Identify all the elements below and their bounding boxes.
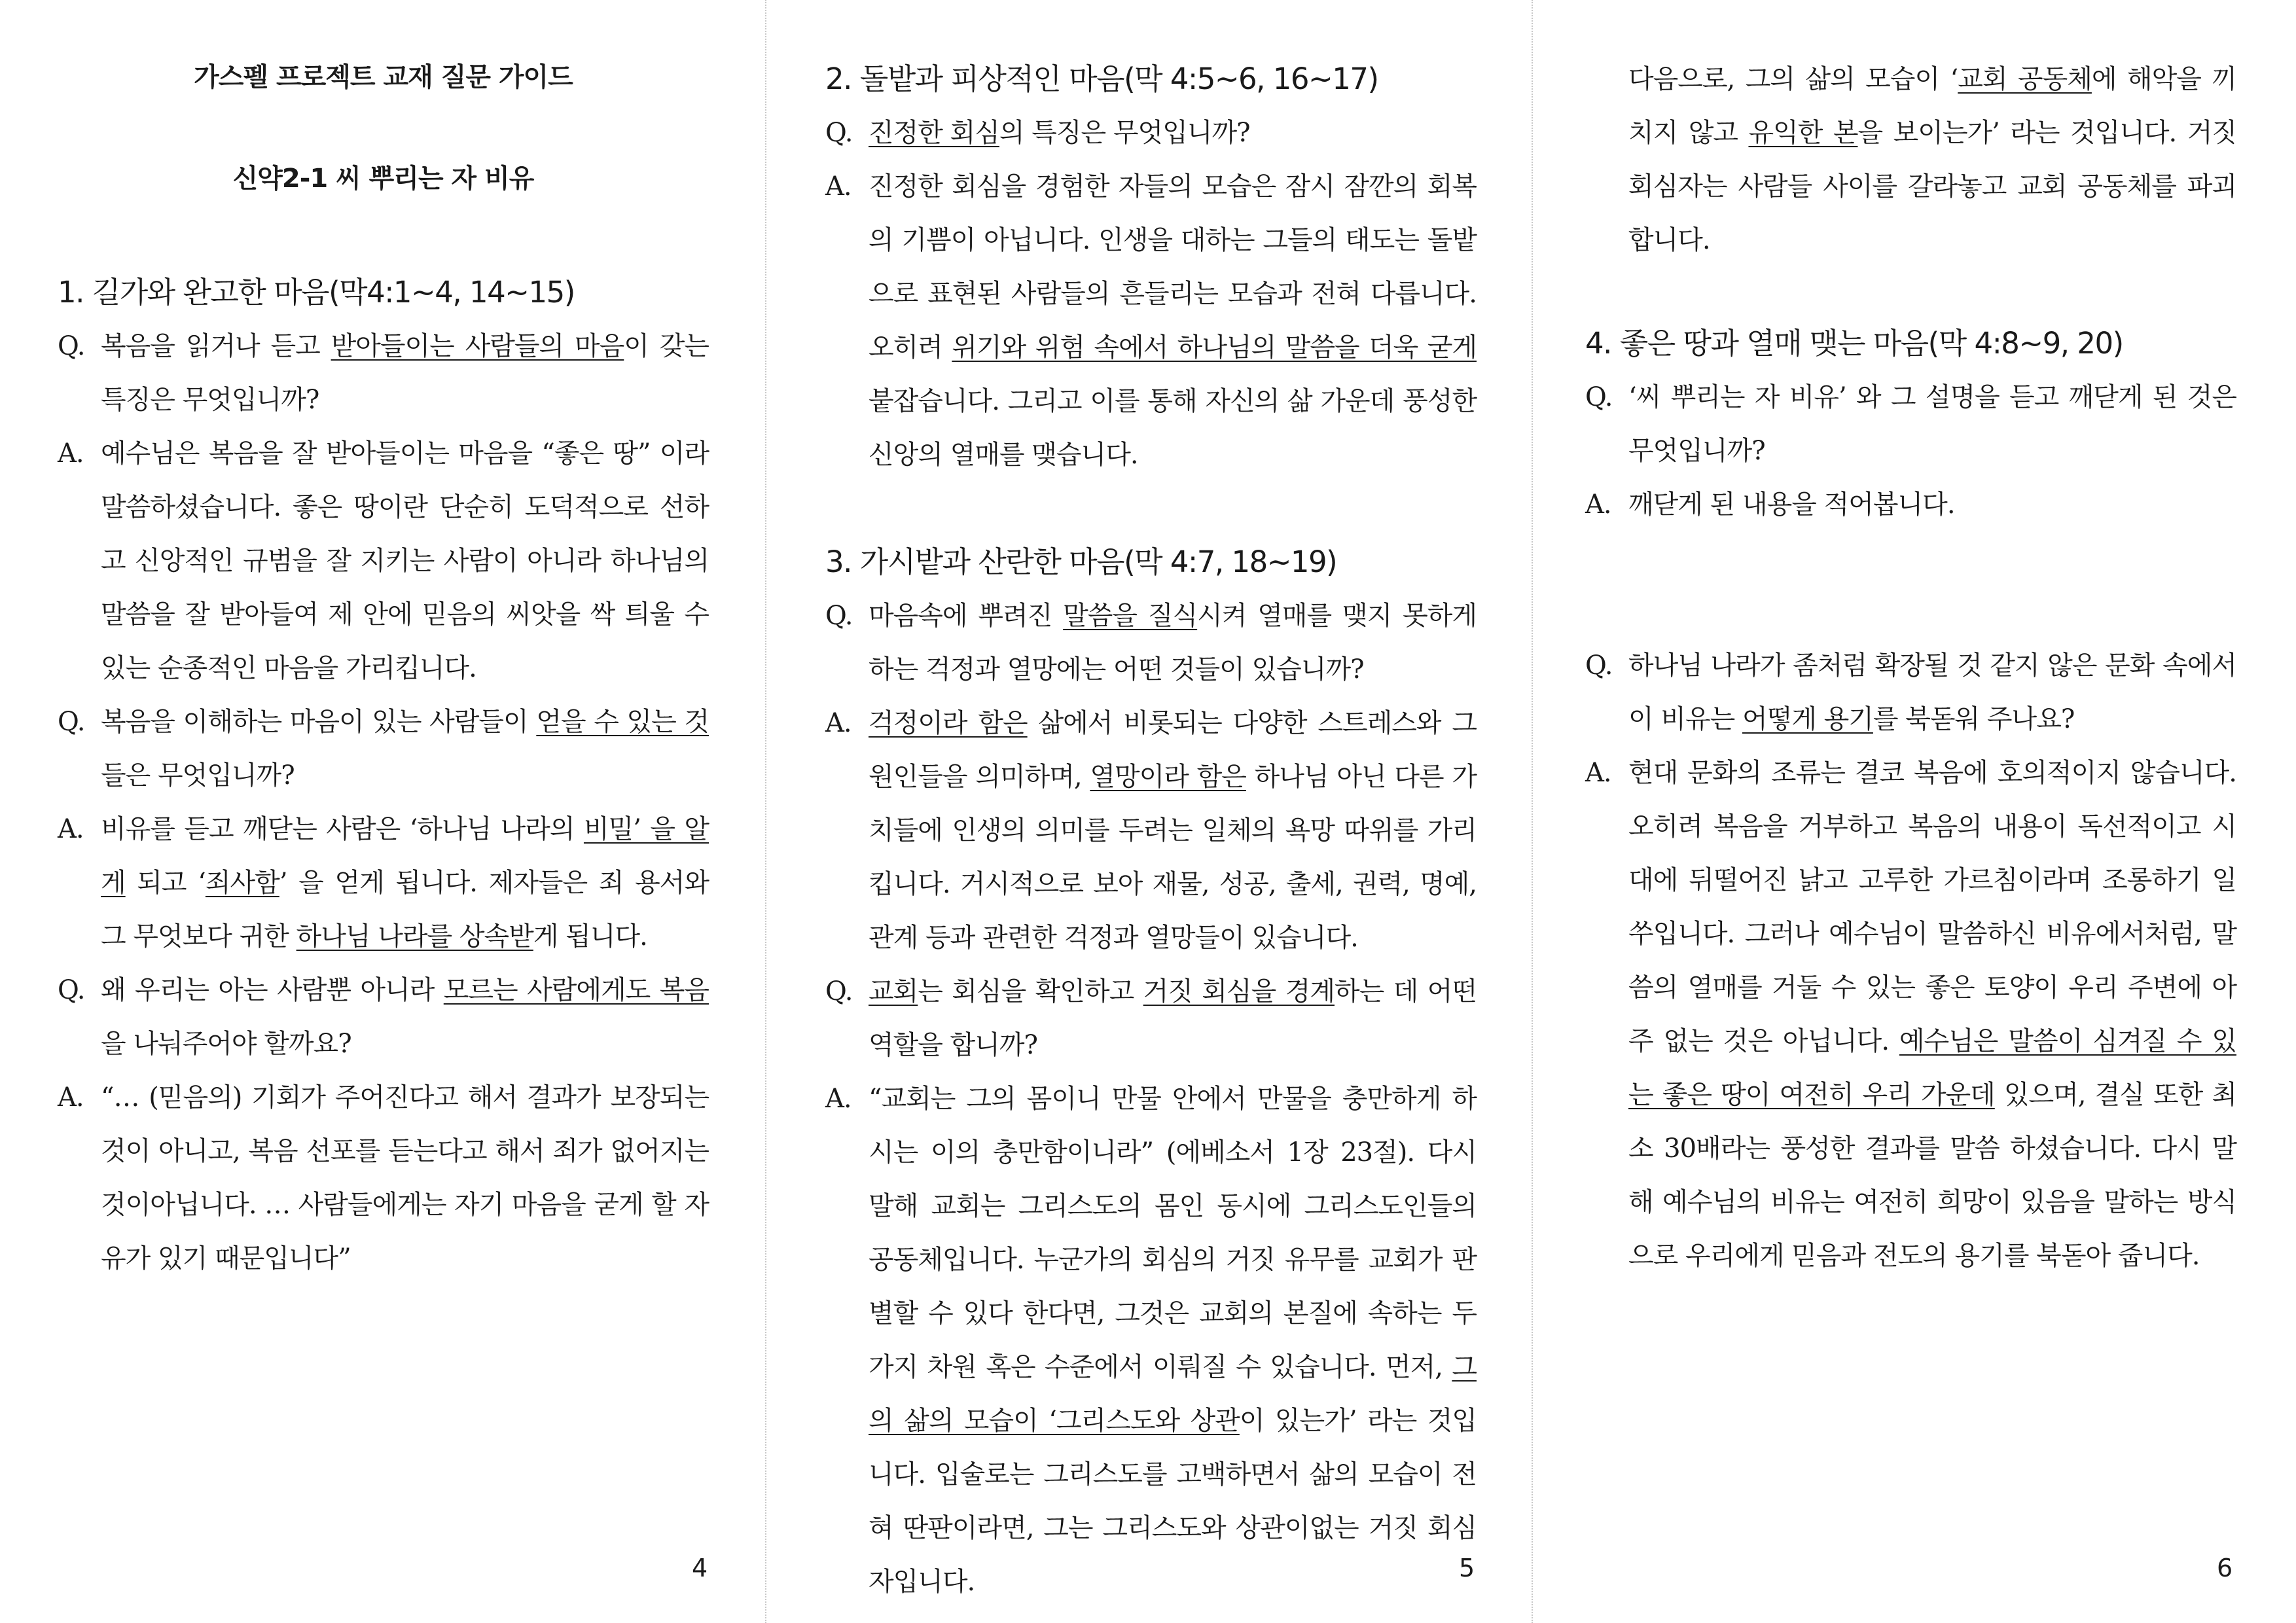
underlined-phrase: 어떻게 용기 xyxy=(1742,704,1873,734)
text-run: 다음으로, 그의 삶의 모습이 ‘ xyxy=(1628,64,1958,94)
q-marker: Q. xyxy=(58,331,85,361)
text-run: 하는 데 어떤 역할을 합니까? xyxy=(869,976,1477,1060)
question-2 xyxy=(1585,639,2236,746)
answer-3-text: “… (믿음의) 기회가 주어진다고 해서 결과가 보장되는 것이 아니고, 복음 선포를 듣는다고 해서 죄가 없어지는 것이아닙니다. … 사람들에게는 자기 마음을 굳게 할 자유가 있기 때문입니다” xyxy=(101,1082,709,1274)
page-6 xyxy=(1533,0,2296,1623)
underlined-phrase: 말씀을 질식 xyxy=(1063,601,1198,631)
text-run: “교회는 그의 몸이니 만물 안에서 만물을 충만하게 하시는 이의 충만함이니라” (에베소서 1장 23절). 다시 말해 교회는 그리스도의 몸인 동시에 그리스도인들의 공동체입니다. 누군가의 회심의 거짓 유무를 교회가 판별할 수 있다 한다면, 그것은 교회의 본질에 속하는 두 가지 차원 혹은 수준에서 이뤄질 수 있습니다. 먼저, xyxy=(869,1084,1477,1382)
page-number: 4 xyxy=(692,1554,708,1582)
text-run: 에 해악을 끼치지 않고 xyxy=(1628,64,2236,148)
q-marker: Q. xyxy=(58,975,85,1005)
a-marker: A. xyxy=(1585,758,1611,788)
text-run: 를 북돋워 주나요? xyxy=(1873,704,2075,734)
answer-1-text xyxy=(869,160,1477,482)
page-number: 5 xyxy=(1459,1554,1475,1582)
page-5-column xyxy=(825,52,1477,1609)
question-2 xyxy=(825,589,1477,696)
question-1-text xyxy=(869,106,1477,160)
q-marker: Q. xyxy=(58,707,85,737)
document-subtitle: 신약2-1 씨 뿌리는 자 비유 xyxy=(232,164,534,194)
underlined-phrase: 위기와 위험 속에서 하나님의 말씀을 더욱 굳게 xyxy=(952,332,1477,363)
underlined-phrase: 열망이라 함은 xyxy=(1090,762,1246,792)
continued-answer xyxy=(1585,52,2236,267)
answer-1 xyxy=(1585,478,2236,531)
text-run: 마음속에 뿌려진 xyxy=(869,601,1064,631)
text-run: 시켜 열매를 맺지 못하게 하는 걱정과 열망에는 어떤 것들이 있습니까? xyxy=(869,601,1477,685)
answer-3 xyxy=(825,1072,1477,1609)
underlined-phrase: 받아들이는 사람들의 마음 xyxy=(331,331,624,361)
answer-3 xyxy=(58,1071,709,1285)
underlined-phrase: 유익한 본 xyxy=(1748,118,1858,148)
a-marker: A. xyxy=(58,1082,84,1113)
answer-2 xyxy=(58,802,709,963)
text-run: 하나님 아닌 다른 가치들에 인생의 의미를 두려는 일체의 욕망 따위를 가리킵니다. 거시적으로 보아 재물, 성공, 출세, 권력, 명예, 관계 등과 관련한 걱정과 열망들이 있습니다. xyxy=(869,762,1477,953)
underlined-phrase: 진정한 회심 xyxy=(869,118,999,148)
text-run: 이 갖는 특징은 무엇입니까? xyxy=(101,331,709,415)
question-2-text xyxy=(101,695,709,802)
underlined-phrase: 얻을 수 있는 것 xyxy=(536,707,709,737)
text-run: 의 특징은 무엇입니까? xyxy=(999,118,1250,148)
question-3 xyxy=(825,965,1477,1072)
text-run: 들은 무엇입니까? xyxy=(101,760,295,791)
section-1-title: 1. 길가와 완고한 마음(막4:1~4, 14~15) xyxy=(58,275,575,310)
text-run: 있으며, 결실 또한 최소 30배라는 풍성한 결과를 말씀 하셨습니다. 다시 말해 예수님의 비유는 여전히 희망이 있음을 말하는 방식으로 우리에게 믿음과 전도의 용기를 북돋아 줍니다. xyxy=(1628,1080,2236,1271)
a-marker: A. xyxy=(58,814,84,844)
q-marker: Q. xyxy=(825,118,853,148)
text-run: 왜 우리는 아는 사람뿐 아니라 xyxy=(101,975,444,1005)
question-1-text xyxy=(101,319,709,427)
underlined-phrase: 죄사함 xyxy=(205,868,279,898)
underlined-phrase: 비밀’ 을 알게 xyxy=(101,814,709,898)
answer-2 xyxy=(825,696,1477,965)
answer-1-text: 예수님은 복음을 잘 받아들이는 마음을 “좋은 땅” 이라 말씀하셨습니다. 좋은 땅이란 단순히 도덕적으로 선하고 신앙적인 규범을 잘 지키는 사람이 아니라 하나님의 말씀을 잘 받아들여 제 안에 믿음의 씨앗을 싹 틔울 수 있는 순종적인 마음을 가리킵니다. xyxy=(101,438,709,683)
question-2-text xyxy=(869,589,1477,696)
answer-2 xyxy=(1585,746,2236,1283)
page-6-column xyxy=(1585,52,2236,1283)
question-3-text xyxy=(869,965,1477,1072)
text-run: 되고 ‘ xyxy=(125,868,206,898)
underlined-phrase: 교회 공동체 xyxy=(1958,64,2092,94)
text-run: 는 회심을 확인하고 xyxy=(918,976,1143,1007)
answer-1-text: 깨닫게 된 내용을 적어봅니다. xyxy=(1628,490,1955,520)
q-marker: Q. xyxy=(825,601,853,631)
section-3-title: 3. 가시밭과 산란한 마음(막 4:7, 18~19) xyxy=(825,544,1337,579)
underlined-phrase: 걱정이라 함은 xyxy=(869,708,1028,738)
document-title: 가스펠 프로젝트 교재 질문 가이드 xyxy=(194,62,573,92)
question-2-text xyxy=(1628,639,2236,746)
text-run: 을 보이는가’ 라는 것입니다. 거짓 회심자는 사람들 사이를 갈라놓고 교회 공동체를 파괴합니다. xyxy=(1628,118,2236,255)
page-number: 6 xyxy=(2217,1554,2233,1582)
question-1 xyxy=(825,106,1477,160)
text-run: 복음을 읽거나 듣고 xyxy=(101,331,331,361)
text-run: 현대 문화의 조류는 결코 복음에 호의적이지 않습니다. 오히려 복음을 거부하고 복음의 내용이 독선적이고 시대에 뒤떨어진 낡고 고루한 가르침이라며 조롱하기 일쑤입니다. 그러나 예수님이 말씀하신 비유에서처럼, 말씀의 열매를 거둘 수 있는 좋은 토양이 우리 주변에 아주 없는 것은 아닙니다. xyxy=(1628,758,2236,1056)
underlined-phrase: 교회 xyxy=(869,976,918,1007)
section-2-title: 2. 돌밭과 피상적인 마음(막 4:5~6, 16~17) xyxy=(825,62,1378,96)
text-run: 비유를 듣고 깨닫는 사람은 ‘하나님 나라의 xyxy=(101,814,584,844)
page-4 xyxy=(0,0,766,1623)
a-marker: A. xyxy=(1585,490,1611,520)
question-3-text xyxy=(101,963,709,1071)
answer-2-text xyxy=(101,802,709,963)
a-marker: A. xyxy=(58,438,84,469)
text-run: 하나님 나라가 좀처럼 확장될 것 같지 않은 문화 속에서 이 비유는 xyxy=(1628,651,2236,734)
text-run: 을 나눠주어야 할까요? xyxy=(101,1029,351,1059)
answer-2-text xyxy=(869,696,1477,965)
text-run: 삶에서 비롯되는 다양한 스트레스와 그 원인들을 의미하며, xyxy=(869,708,1477,792)
question-1 xyxy=(58,319,709,427)
answer-3-text xyxy=(869,1072,1477,1609)
underlined-phrase: 예수님은 말씀이 심겨질 수 있는 좋은 땅이 여전히 우리 가운데 xyxy=(1628,1026,2236,1110)
q-marker: Q. xyxy=(1585,651,1613,681)
page-4-column xyxy=(58,52,709,1285)
a-marker: A. xyxy=(825,1084,852,1114)
question-3 xyxy=(58,963,709,1071)
answer-2-text xyxy=(1628,746,2236,1283)
question-1 xyxy=(1585,370,2236,478)
underlined-phrase: 하나님 나라를 상속받 xyxy=(296,921,533,952)
a-marker: A. xyxy=(825,708,852,738)
answer-1 xyxy=(58,427,709,695)
a-marker: A. xyxy=(825,171,852,202)
text-run: ’ 을 얻게 됩니다. 제자들은 죄 용서와 그 무엇보다 귀한 xyxy=(101,868,709,952)
underlined-phrase: 그의 삶의 모습이 ‘그리스도와 상관 xyxy=(869,1352,1477,1436)
text-run: 붙잡습니다. 그리고 이를 통해 자신의 삶 가운데 풍성한 신앙의 열매를 맺습니다. xyxy=(869,386,1477,470)
answer-1 xyxy=(825,160,1477,482)
text-run: 이 있는가’ 라는 것입니다. 입술로는 그리스도를 고백하면서 삶의 모습이 전혀 딴판이라면, 그는 그리스도와 상관이없는 거짓 회심자입니다. xyxy=(869,1406,1477,1597)
q-marker: Q. xyxy=(825,976,853,1007)
underlined-phrase: 모르는 사람에게도 복음 xyxy=(443,975,709,1005)
text-run: 게 됩니다. xyxy=(533,921,647,952)
question-2 xyxy=(58,695,709,802)
underlined-phrase: 거짓 회심을 경계 xyxy=(1143,976,1335,1007)
question-1-text: ‘씨 뿌리는 자 비유’ 와 그 설명을 듣고 깨닫게 된 것은 무엇입니까? xyxy=(1628,382,2236,466)
section-4-title: 4. 좋은 땅과 열매 맺는 마음(막 4:8~9, 20) xyxy=(1585,326,2123,361)
page-5 xyxy=(766,0,1533,1623)
text-run: 진정한 회심을 경험한 자들의 모습은 잠시 잠깐의 회복의 기쁨이 아닙니다. 인생을 대하는 그들의 태도는 돌밭으로 표현된 사람들의 흔들리는 모습과 전혀 다릅니다. 오히려 xyxy=(869,171,1477,363)
text-run: 복음을 이해하는 마음이 있는 사람들이 xyxy=(101,707,537,737)
q-marker: Q. xyxy=(1585,382,1613,412)
